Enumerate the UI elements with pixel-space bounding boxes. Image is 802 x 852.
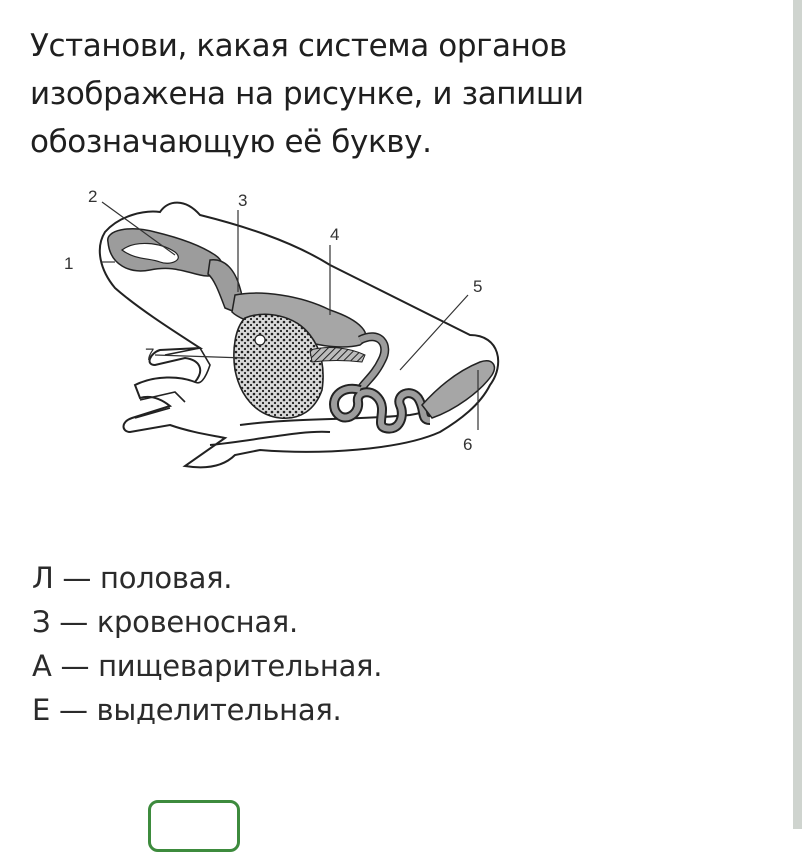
figure-label-4: 4 bbox=[330, 225, 340, 244]
option-l: Л — половая. bbox=[32, 561, 233, 595]
figure-label-5: 5 bbox=[473, 277, 483, 296]
figure-label-7: 7 bbox=[145, 345, 155, 364]
question-text: Установи, какая система органов изображена на рисунке, и запиши обозначающую её букву. bbox=[30, 28, 584, 160]
option-z: З — кровеносная. bbox=[32, 605, 298, 639]
right-edge-border bbox=[793, 0, 802, 829]
option-e: Е — выделительная. bbox=[32, 693, 342, 727]
answer-options-list bbox=[32, 556, 382, 732]
gall-bladder bbox=[255, 335, 265, 345]
figure-label-1: 1 bbox=[64, 254, 74, 273]
figure-label-2: 2 bbox=[88, 187, 98, 206]
figure-label-6: 6 bbox=[463, 435, 473, 454]
option-a: А — пищеварительная. bbox=[32, 649, 383, 683]
frog-organ-diagram bbox=[60, 170, 530, 480]
figure-label-3: 3 bbox=[238, 191, 248, 210]
answer-input[interactable] bbox=[148, 800, 240, 852]
